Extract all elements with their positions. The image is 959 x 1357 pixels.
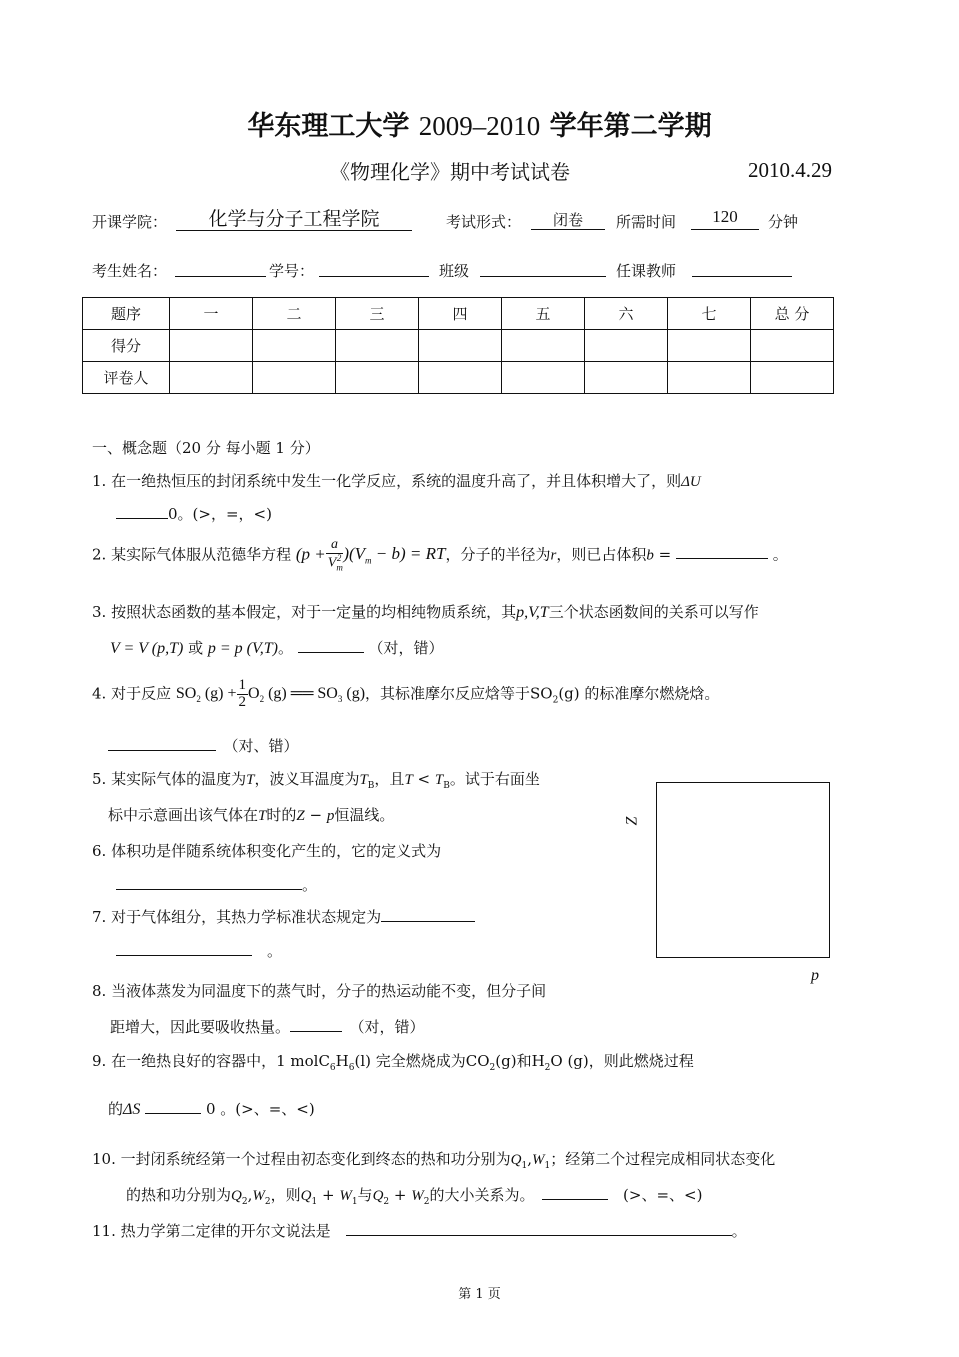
score-cell[interactable] — [170, 330, 253, 362]
table-header-cell: 一 — [170, 298, 253, 330]
table-header-cell: 六 — [585, 298, 668, 330]
answer-blank[interactable] — [676, 543, 768, 559]
answer-blank[interactable] — [290, 1016, 342, 1032]
teacher-field[interactable] — [692, 258, 792, 277]
time-label: 所需时间 — [616, 213, 677, 231]
question-3: 3. 按照状态函数的基本假定，对于一定量的均相纯物质系统，其p,V,T三个状态函数间的关系可以写作 — [92, 603, 759, 621]
answer-blank[interactable] — [542, 1184, 608, 1200]
grader-cell[interactable] — [502, 362, 585, 394]
table-header-cell: 四 — [419, 298, 502, 330]
class-field[interactable] — [480, 258, 606, 277]
student-id-label: 学号： — [269, 262, 315, 280]
time-value[interactable]: 120 — [691, 207, 759, 230]
table-header-cell: 五 — [502, 298, 585, 330]
question-3-line2: V = V (p,T) 或 p = p (V,T)。 （对，错） — [110, 639, 444, 657]
grader-cell[interactable] — [751, 362, 834, 394]
answer-blank[interactable] — [145, 1098, 201, 1114]
grader-cell[interactable] — [253, 362, 336, 394]
page-number: 第 1 页 — [458, 1287, 501, 1302]
time-unit: 分钟 — [768, 213, 799, 231]
answer-blank[interactable] — [116, 940, 252, 956]
score-cell[interactable] — [502, 330, 585, 362]
score-cell[interactable] — [751, 330, 834, 362]
score-cell[interactable] — [253, 330, 336, 362]
section-heading: 一、概念题（20 分 每小题 1 分） — [92, 439, 320, 457]
answer-blank[interactable] — [381, 906, 475, 922]
exam-title: 华东理工大学 2009–2010 学年第二学期 — [247, 111, 712, 142]
question-6-answer: 。 — [116, 874, 317, 895]
score-cell[interactable] — [336, 330, 419, 362]
question-7: 7. 对于气体组分，其热力学标准状态规定为 — [92, 906, 475, 927]
table-header-cell: 题序 — [83, 298, 170, 330]
table-row — [83, 330, 834, 362]
grader-cell[interactable] — [419, 362, 502, 394]
table-header-cell: 七 — [668, 298, 751, 330]
exam-subtitle: 《物理化学》期中考试试卷 — [330, 160, 570, 184]
answer-blank[interactable] — [116, 503, 168, 519]
grader-cell[interactable] — [668, 362, 751, 394]
name-label: 考生姓名： — [92, 262, 168, 280]
question-7-answer: 。 — [116, 940, 282, 961]
grader-cell[interactable] — [585, 362, 668, 394]
question-9: 9. 在一绝热良好的容器中，1 $molC_6H_6(l)$ 完全燃烧成为$CO_2(g)$和$H_2O$ (g)，则此燃烧过程 — [92, 1052, 694, 1073]
question-1: 1. 在一绝热恒压的封闭系统中发生一化学反应，系统的温度升高了，并且体积增大了，则ΔU — [92, 472, 701, 490]
question-10-line2: 的热和功分别为$Q_2,W_2$，则$Q_1 + W_1$与$Q_2 + W_2$的大小关系为。 (>、=、<) — [126, 1186, 703, 1207]
score-cell[interactable] — [668, 330, 751, 362]
college-value[interactable]: 化学与分子工程学院 — [176, 204, 412, 231]
teacher-label: 任课教师 — [616, 262, 677, 280]
grader-cell[interactable] — [170, 362, 253, 394]
question-8: 8. 当液体蒸发为同温度下的蒸气时，分子的热运动能不变，但分子间 — [92, 982, 547, 1000]
y-axis-label: Z — [623, 816, 641, 826]
table-header-cell: 总 分 — [751, 298, 834, 330]
question-11: 11. 热力学第二定律的开尔文说法是 。 — [92, 1222, 747, 1240]
question-4-answer: （对、错） — [108, 735, 299, 756]
answer-blank[interactable] — [116, 874, 302, 890]
row-label-grader: 评卷人 — [83, 362, 170, 394]
score-cell[interactable] — [585, 330, 668, 362]
exam-date: 2010.4.29 — [748, 158, 832, 182]
x-axis-label: p — [811, 967, 819, 984]
class-label: 班级 — [439, 262, 470, 280]
grader-cell[interactable] — [336, 362, 419, 394]
question-5-line2: 标中示意画出该气体在T时的Z − p恒温线。 — [108, 806, 395, 824]
question-2: 2. 某实际气体服从范德华方程 (p + $\frac{a}{V_m^2}$ )$(V_m - b)$ = RT，分子的半径为r，则已占体积b = 。 — [92, 537, 788, 573]
exam-form-label: 考试形式： — [446, 213, 522, 231]
table-header-row — [83, 298, 834, 330]
question-6: 6. 体积功是伴随系统体积变化产生的，它的定义式为 — [92, 842, 442, 860]
question-5: 5. 某实际气体的温度为T，波义耳温度为$T_B$，且$T < T_B$。试于右面坐 — [92, 770, 540, 791]
college-label: 开课学院： — [92, 213, 168, 231]
table-header-cell: 二 — [253, 298, 336, 330]
exam-form-value[interactable]: 闭卷 — [531, 209, 605, 230]
score-table — [82, 297, 834, 394]
table-header-cell: 三 — [336, 298, 419, 330]
question-8-line2: 距增大，因此要吸收热量。 （对，错） — [110, 1018, 425, 1036]
table-row — [83, 362, 834, 394]
name-field[interactable] — [175, 258, 266, 277]
z-p-sketch-box[interactable] — [656, 782, 830, 958]
answer-blank[interactable] — [108, 735, 216, 751]
student-id-field[interactable] — [319, 258, 429, 277]
question-4: 4. 对于反应 $SO_2$ (g) + $\frac{1}{2}$ $O_2$ (g) ══ $SO_3$ (g)，其标准摩尔反应焓等于$SO_2(g)$ 的标准摩尔燃烧焓。 — [92, 677, 720, 710]
row-label-score: 得分 — [83, 330, 170, 362]
question-10: 10. 一封闭系统经第一个过程由初态变化到终态的热和功分别为$Q_1,W_1$；经第二个过程完成相同状态变化 — [92, 1150, 776, 1171]
score-cell[interactable] — [419, 330, 502, 362]
question-9-line2: 的ΔS 0 。(>、=、<) — [108, 1100, 315, 1118]
answer-blank[interactable] — [346, 1220, 732, 1236]
question-1-answer: 0。(>，=，<) — [116, 503, 272, 524]
answer-blank[interactable] — [298, 637, 364, 653]
